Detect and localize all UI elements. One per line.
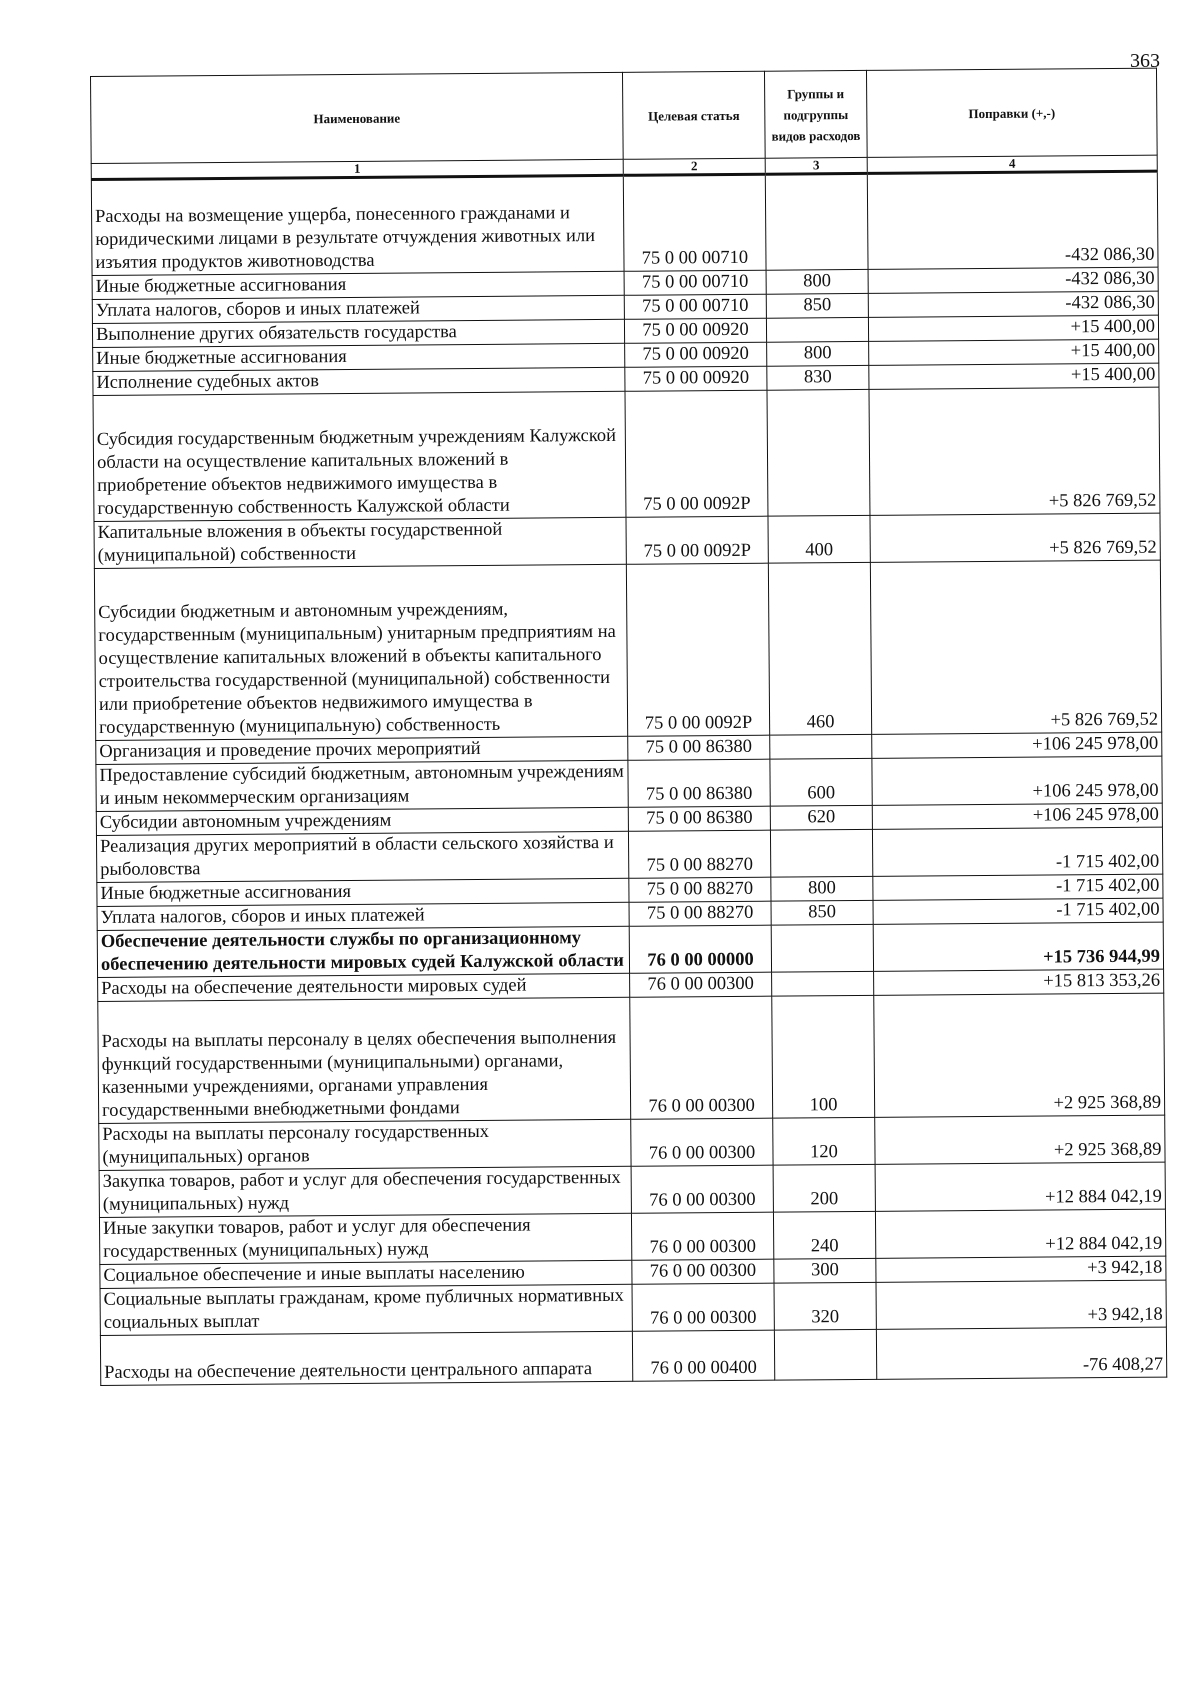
row-name: Расходы на выплаты персоналу государственных (муниципальных) органов	[99, 1119, 631, 1170]
row-amount: +5 826 769,52	[870, 513, 1160, 562]
row-code: 75 0 00 88270	[628, 830, 770, 878]
row-code: 76 0 00 00300	[632, 1283, 774, 1331]
row-group: 620	[770, 805, 872, 830]
header-amount: Поправки (+,-)	[866, 68, 1157, 157]
row-code: 76 0 00 00000	[629, 925, 771, 973]
row-group	[771, 924, 873, 972]
row-code: 75 0 00 86380	[628, 806, 770, 831]
row-name: Уплата налогов, сборов и иных платежей	[92, 295, 624, 323]
row-name: Исполнение судебных актов	[93, 367, 625, 395]
row-code: 75 0 00 00710	[623, 174, 766, 271]
row-name: Иные закупки товаров, работ и услуг для обеспечения государственных (муниципальных) нужд	[99, 1213, 631, 1264]
row-name: Расходы на обеспечение деятельности мировых судей	[98, 973, 630, 1001]
row-code: 76 0 00 00300	[630, 972, 772, 997]
row-group: 800	[766, 269, 868, 294]
column-number: 1	[91, 159, 623, 179]
row-amount: +15 736 944,99	[873, 922, 1163, 971]
row-group: 240	[773, 1211, 875, 1259]
row-amount: -1 715 402,00	[872, 827, 1162, 876]
row-name: Иные бюджетные ассигнования	[93, 343, 625, 371]
row-group: 200	[773, 1164, 875, 1212]
row-group: 800	[771, 876, 873, 901]
row-amount: +2 925 368,89	[874, 993, 1165, 1117]
row-amount: +2 925 368,89	[875, 1115, 1165, 1164]
row-amount: -76 408,27	[876, 1327, 1166, 1379]
row-code: 76 0 00 00400	[632, 1330, 774, 1381]
header-code: Целевая статья	[622, 71, 765, 159]
row-code: 75 0 00 86380	[628, 759, 770, 807]
row-name: Субсидия государственным бюджетным учреждениям Калужской области на осуществление капитальных вложений в приобретение объектов недвижимого имущества в государственную собственность Калужской области	[93, 391, 626, 521]
row-amount: +3 942,18	[876, 1256, 1166, 1282]
row-code: 75 0 00 0092Р	[626, 563, 769, 736]
row-amount: -432 086,30	[868, 267, 1158, 293]
table-row	[97, 922, 1163, 977]
row-code: 75 0 00 88270	[629, 877, 771, 902]
row-amount: +15 400,00	[869, 339, 1159, 365]
row-code: 76 0 00 00300	[631, 1212, 773, 1260]
row-group: 800	[767, 341, 869, 366]
row-name: Социальные выплаты гражданам, кроме публичных нормативных социальных выплат	[100, 1284, 632, 1335]
row-group: 830	[767, 365, 869, 390]
row-group: 100	[772, 995, 875, 1118]
row-amount: +5 826 769,52	[870, 560, 1161, 734]
row-code: 76 0 00 00300	[631, 1118, 773, 1166]
row-amount: +106 245 978,00	[872, 756, 1162, 805]
row-name: Реализация других мероприятий в области сельского хозяйства и рыболовства	[96, 831, 628, 882]
table-row	[94, 513, 1160, 568]
row-name: Расходы на выплаты персоналу в целях обеспечения выполнения функций государственными (муниципальными) органами, казенными учреждениями, органами управления государственными внебюджетными фондами	[98, 997, 631, 1123]
row-code: 76 0 00 00300	[631, 1165, 773, 1213]
header-name: Наименование	[91, 72, 624, 163]
row-name: Обеспечение деятельности службы по организационному обеспечению деятельности мировых судей Калужской области	[97, 926, 629, 977]
row-amount: +12 884 042,19	[875, 1162, 1165, 1211]
table-row	[100, 1280, 1166, 1335]
page-number: 363	[1130, 50, 1160, 72]
row-group: 850	[771, 900, 873, 925]
row-group	[774, 1329, 876, 1380]
row-amount: +12 884 042,19	[875, 1209, 1165, 1258]
row-name: Расходы на обеспечение деятельности центрального аппарата	[100, 1331, 632, 1385]
row-code: 75 0 00 00920	[625, 342, 767, 367]
row-group	[770, 734, 872, 759]
row-amount: +5 826 769,52	[869, 387, 1160, 515]
row-name: Расходы на возмещение ущерба, понесенного гражданами и юридическими лицами в результате отчуждения животных или изъятия продуктов животноводства	[91, 175, 624, 275]
table-row	[98, 993, 1165, 1123]
row-code: 76 0 00 00300	[630, 996, 773, 1119]
row-group: 300	[774, 1258, 876, 1283]
row-group	[765, 173, 868, 270]
row-group: 600	[770, 758, 872, 806]
row-name: Социальное обеспечение и иные выплаты населению	[100, 1260, 632, 1288]
row-group: 400	[768, 515, 870, 563]
row-name: Иные бюджетные ассигнования	[97, 878, 629, 906]
row-name: Уплата налогов, сборов и иных платежей	[97, 902, 629, 930]
row-amount: -1 715 402,00	[873, 898, 1163, 924]
row-amount: +15 400,00	[868, 315, 1158, 341]
table-row	[93, 387, 1160, 521]
row-amount: +106 245 978,00	[872, 732, 1162, 758]
table-row	[99, 1162, 1165, 1217]
column-number: 3	[765, 157, 867, 174]
row-group	[767, 389, 870, 516]
header-row	[91, 68, 1158, 163]
row-group: 320	[774, 1282, 876, 1330]
row-code: 76 0 00 00300	[632, 1259, 774, 1284]
row-group: 850	[766, 293, 868, 318]
row-name: Иные бюджетные ассигнования	[92, 271, 624, 299]
row-group: 120	[773, 1117, 875, 1165]
row-amount: -432 086,30	[868, 291, 1158, 317]
table-row	[96, 827, 1162, 882]
table-body	[91, 171, 1166, 1385]
row-name: Предоставление субсидий бюджетным, автономным учреждениям и иным некоммерческим организациям	[96, 760, 628, 811]
row-name: Выполнение других обязательств государства	[92, 319, 624, 347]
row-name: Капитальные вложения в объекты государственной (муниципальной) собственности	[94, 517, 626, 568]
row-amount: +15 813 353,26	[874, 969, 1164, 995]
table-row	[99, 1209, 1165, 1264]
row-name: Субсидии бюджетным и автономным учреждениям, государственным (муниципальным) унитарным предприятиям на осуществление капитальных вложений в объекты капитального строительства государственной (муниципальной) собственности или приобретение объектов недвижимого имущества в государственную (муниципальную) собственность	[94, 564, 627, 740]
row-amount: -432 086,30	[867, 171, 1158, 269]
column-number: 2	[623, 158, 765, 175]
row-name: Субсидии автономным учреждениям	[96, 807, 628, 835]
row-code: 75 0 00 0092Р	[625, 390, 768, 517]
header-group: Группы и подгруппы видов расходов	[764, 70, 867, 158]
table-row	[94, 560, 1161, 740]
row-code: 75 0 00 0092Р	[626, 516, 768, 564]
row-code: 75 0 00 00710	[624, 294, 766, 319]
row-group: 460	[768, 562, 871, 735]
row-amount: +3 942,18	[876, 1280, 1166, 1329]
row-amount: -1 715 402,00	[873, 874, 1163, 900]
row-code: 75 0 00 00920	[625, 366, 767, 391]
row-code: 75 0 00 88270	[629, 901, 771, 926]
row-code: 75 0 00 00710	[624, 270, 766, 295]
budget-table	[90, 68, 1167, 1386]
row-amount: +106 245 978,00	[872, 803, 1162, 829]
table-row	[96, 756, 1162, 811]
table-row	[100, 1327, 1166, 1385]
row-name: Организация и проведение прочих мероприятий	[96, 736, 628, 764]
row-group	[766, 317, 868, 342]
row-name: Закупка товаров, работ и услуг для обеспечения государственных (муниципальных) нужд	[99, 1166, 631, 1217]
row-group	[770, 829, 872, 877]
row-code: 75 0 00 00920	[624, 318, 766, 343]
table-row	[99, 1115, 1165, 1170]
row-code: 75 0 00 86380	[628, 735, 770, 760]
table-row	[91, 171, 1158, 275]
column-number: 4	[867, 155, 1157, 173]
row-amount: +15 400,00	[869, 363, 1159, 389]
row-group	[772, 971, 874, 996]
